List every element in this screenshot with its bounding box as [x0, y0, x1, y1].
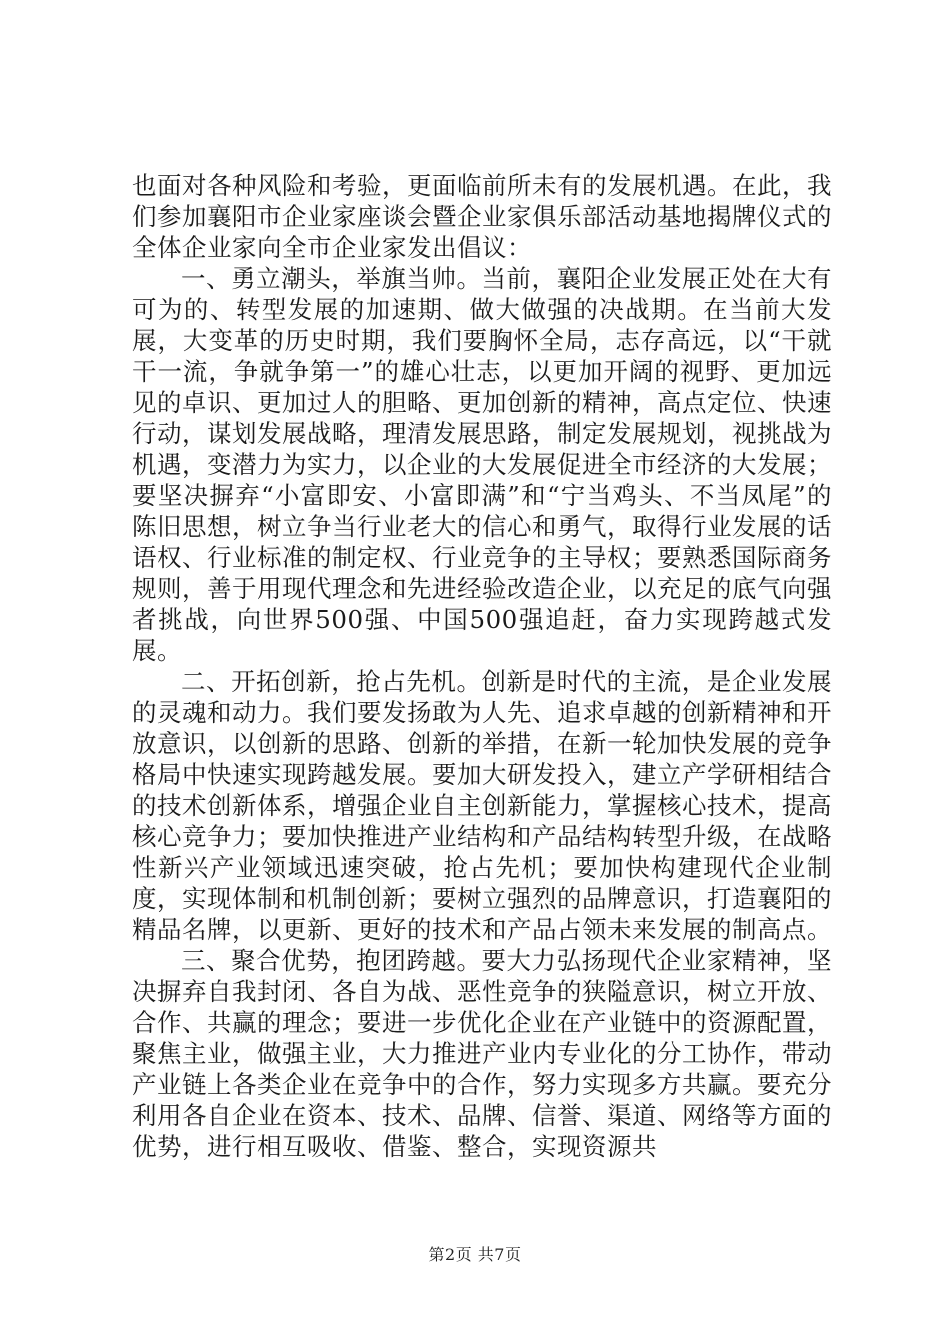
page-number-footer: 第2页 共7页 — [428, 1245, 522, 1264]
paragraph-section-two: 二、开拓创新，抢占先机。创新是时代的主流，是企业发展的灵魂和动力。我们要发扬敢为人先、追求卓越的创新精神和开放意识，以创新的思路、创新的举措，在新一轮加快发展的竞争格局中快速实现跨越发展。要加大研发投入，建立产学研相结合的技术创新体系，增强企业自主创新能力，掌握核心技术，提高核心竞争力；要加快推进产业结构和产品结构转型升级，在战略性新兴产业领域迅速突破，抢占先机；要加快构建现代企业制度，实现体制和机制创新；要树立强烈的品牌意识，打造襄阳的精品名牌，以更新、更好的技术和产品占领未来发展的制高点。 — [132, 667, 832, 944]
paragraph-section-one: 一、勇立潮头，举旗当帅。当前，襄阳企业发展正处在大有可为的、转型发展的加速期、做大做强的决战期。在当前大发展，大变革的历史时期，我们要胸怀全局，志存高远，以“干就干一流，争就争第一”的雄心壮志，以更加开阔的视野、更加远见的卓识、更加过人的胆略、更加创新的精神，高点定位、快速行动，谋划发展战略，理清发展思路，制定发展规划，视挑战为机遇，变潜力为实力，以企业的大发展促进全市经济的大发展；要坚决摒弃“小富即安、小富即满”和“宁当鸡头、不当凤尾”的陈旧思想，树立争当行业老大的信心和勇气，取得行业发展的话语权、行业标准的制定权、行业竞争的主导权；要熟悉国际商务规则，善于用现代理念和先进经验改造企业，以充足的底气向强者挑战，向世界500强、中国500强追赶，奋力实现跨越式发展。 — [132, 264, 832, 665]
document-body — [132, 170, 832, 1162]
paragraph-section-three: 三、聚合优势，抱团跨越。要大力弘扬现代企业家精神，坚决摒弃自我封闭、各自为战、恶性竞争的狭隘意识，树立开放、合作、共赢的理念；要进一步优化企业在产业链中的资源配置，聚焦主业，做强主业，大力推进产业内专业化的分工协作，带动产业链上各类企业在竞争中的合作，努力实现多方共赢。要充分利用各自企业在资本、技术、品牌、信誉、渠道、网络等方面的优势，进行相互吸收、借鉴、整合，实现资源共 — [132, 946, 832, 1161]
paragraph-intro-continuation: 也面对各种风险和考验，更面临前所未有的发展机遇。在此，我们参加襄阳市企业家座谈会暨企业家俱乐部活动基地揭牌仪式的全体企业家向全市企业家发出倡议： — [132, 171, 832, 262]
